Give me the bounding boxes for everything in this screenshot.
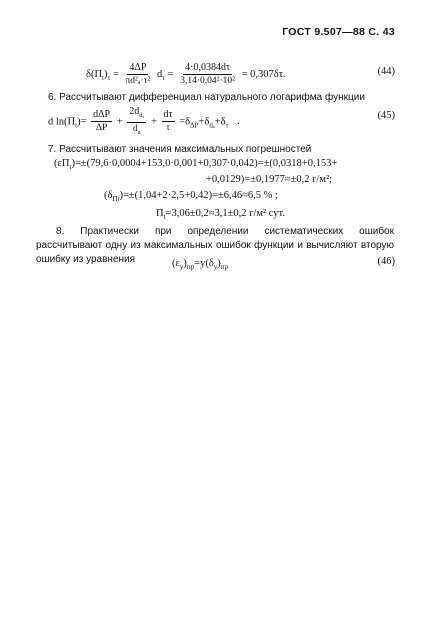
eq45-f2-den — [131, 123, 143, 138]
eq45-rhs-tail: +δ — [214, 116, 226, 128]
error-line-3 — [104, 190, 278, 203]
eq45-plus-1: + — [116, 116, 123, 128]
eq45-f2-den-main: d — [132, 124, 138, 134]
eq44-lhs-tail: ) — [103, 68, 108, 80]
item-7-text: 7. Рассчитывают значения максимальных погрешностей — [48, 144, 312, 155]
eq46-lhs-sub2: пр — [186, 263, 195, 272]
eq45-lhs-tail: )= — [77, 116, 87, 128]
eq44-fraction-1 — [123, 62, 152, 87]
eq45-f3-den: τ — [166, 123, 170, 134]
eq45-f2-num-sub: dₐ — [139, 112, 145, 119]
line1-rest: )=±(79,6·0,0004+153,0·0,001+0,307·0,042)=±(0,0318+0,153+ — [71, 158, 338, 169]
line4-sub: t — [163, 213, 166, 222]
eq44-result: = 0,307δτ. — [241, 68, 286, 80]
line3-sub: Πt — [112, 195, 120, 204]
eq45-rhs-end: . — [237, 116, 240, 128]
eq46-lhs-tail: ) — [183, 258, 187, 269]
eq45-f2-num-main: 2d — [129, 106, 140, 117]
item-6-text: 6. Рассчитывают дифференциал натурального логарифма функции — [48, 92, 365, 103]
eq45-fraction-3 — [162, 109, 175, 134]
eq44-frac1-den: πd²ₐ·τ² — [125, 76, 151, 86]
eq44-eq2: = — [167, 68, 174, 80]
eq44-frac2-den: 3,14·0,04²·10² — [180, 76, 235, 86]
page-header: ГОСТ 9.507—88 С. 43 — [282, 26, 395, 38]
equation-46 — [172, 258, 228, 271]
eq46-rhs-sub: y — [213, 263, 218, 272]
line4-lhs: Π — [156, 208, 164, 219]
line1-sub: t — [69, 163, 72, 172]
equation-45 — [48, 106, 240, 138]
line3-lhs: (δ — [104, 190, 113, 201]
eq45-f2-num — [127, 106, 146, 123]
error-line-1 — [54, 158, 337, 171]
eq46-number: (46) — [377, 256, 395, 267]
eq45-number: (45) — [377, 110, 395, 121]
eq45-fraction-1 — [91, 109, 112, 134]
eq44-lhs: δ(Π — [86, 68, 103, 80]
eq44-lhs-sub: t — [102, 74, 104, 82]
eq44-eq: = — [112, 68, 119, 80]
eq45-f1-num: dΔP — [93, 109, 111, 121]
eq45-lhs-sub: t — [75, 121, 78, 130]
eq45-rhs-sub3: τ — [225, 121, 229, 130]
error-line-2: +0,0129)=±0,1977≈±0,2 г/м²; — [206, 174, 333, 185]
eq46-rhs-tail: ) — [217, 258, 221, 269]
eq45-f2-den-sub: a — [137, 128, 141, 136]
eq45-plus-2: + — [150, 116, 157, 128]
eq45-fraction-2 — [127, 106, 146, 138]
eq46-eq: =y(δ — [194, 258, 214, 269]
eq44-mid: d — [156, 68, 163, 80]
line1-lhs: (εΠ — [54, 158, 70, 169]
eq45-rhs-mid: +δ — [198, 116, 210, 128]
eq45-rhs-sub1: ΔP — [190, 121, 199, 130]
eq45-f1-den: ΔP — [95, 123, 108, 134]
error-line-4 — [156, 208, 285, 221]
eq45-rhs-sub2: dₐ — [209, 121, 215, 130]
eq44-fraction-2 — [178, 62, 237, 87]
eq46-lhs: (ε — [172, 258, 180, 269]
eq46-rhs-sub2: пр — [220, 263, 229, 272]
eq44-mid-sub: τ — [162, 74, 166, 82]
line3-rest: )=±(1,04+2·2,5+0,42)=±6,46≈6,5 % ; — [119, 190, 278, 201]
eq45-f3-num: dτ — [163, 109, 173, 121]
item-8-text: 8. Практически при определении систематических ошибок рассчитывают одну из максимальных ошибок функции и вычисляют вторую ошибку из уравнения — [36, 226, 394, 265]
eq44-frac2-num: 4·0,0384dτ — [185, 62, 230, 73]
eq44-frac1-num: 4ΔP — [129, 62, 147, 73]
eq44-number: (44) — [377, 66, 395, 77]
equation-44 — [86, 62, 286, 87]
eq45-rhs: =δ — [179, 116, 191, 128]
line4-rest: =3,06±0,2≈3,1±0,2 г/м² сут. — [165, 208, 285, 219]
eq44-lhs-sub2: τ — [107, 74, 111, 82]
eq46-lhs-sub: y — [179, 263, 184, 272]
eq45-lhs: d ln(Π — [48, 116, 76, 128]
